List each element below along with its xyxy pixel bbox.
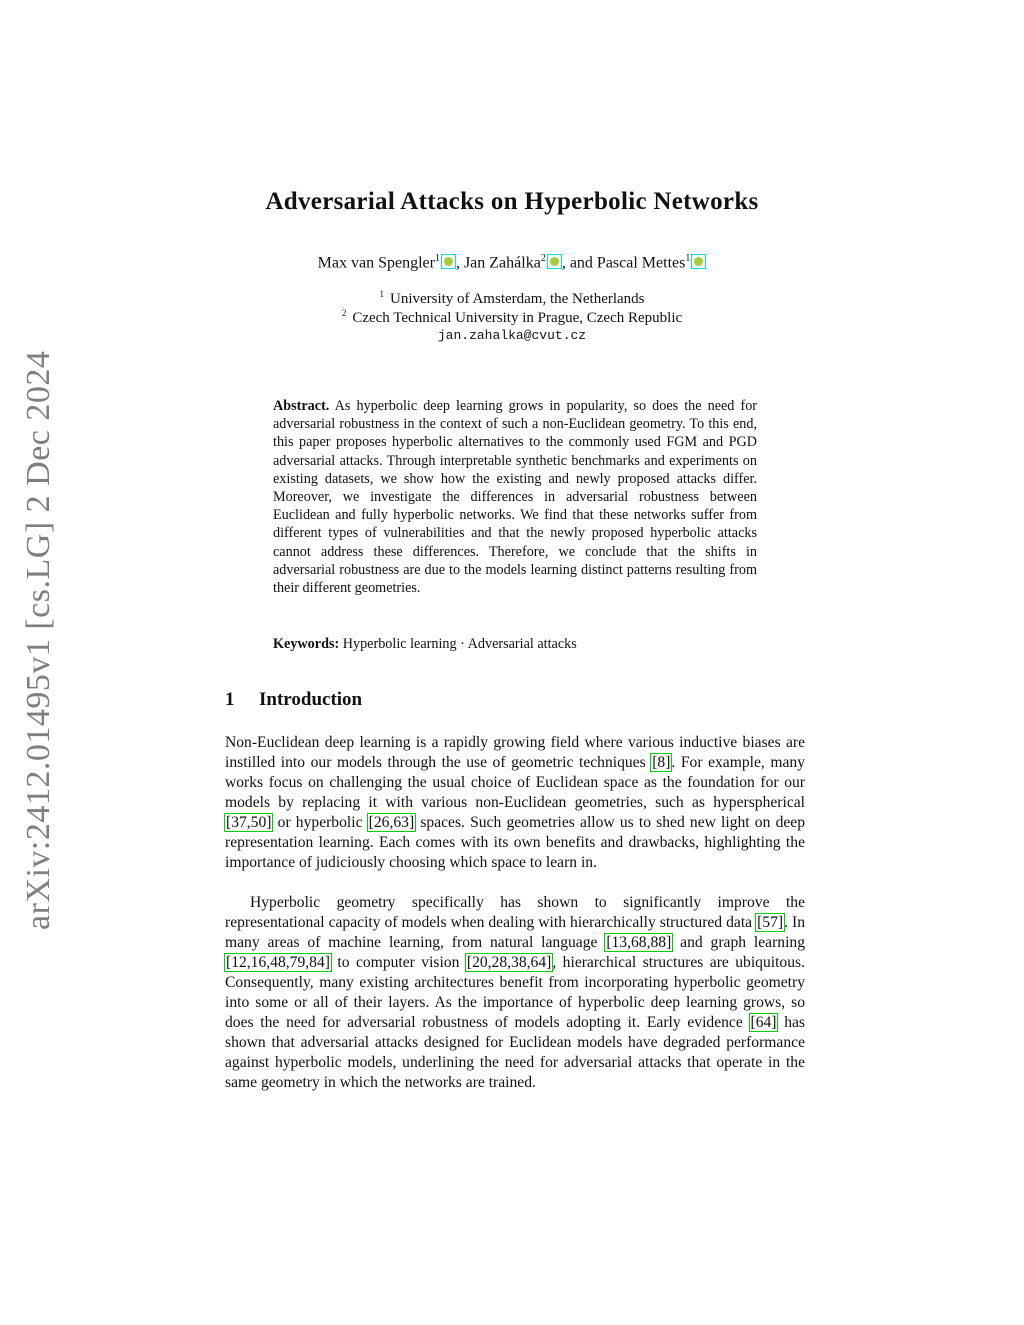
- abstract-text: As hyperbolic deep learning grows in popularity, so does the need for adversarial robustness in the context of such a non-Euclidean geometry. To this end, this paper proposes hyperbolic alternatives to the commonly used FGM and PGD adversarial attacks. Through interpretable synthetic benchmarks and experiments on existing datasets, we show how the existing and newly proposed attacks differ. Moreover, we investigate the differences in adversarial robustness between Euclidean and fully hyperbolic networks. We find that these networks suffer from different types of vulnerabilities and that the newly proposed hyperbolic attacks cannot address these differences. Therefore, we conclude that the shifts in adversarial robustness are due to the models learning distinct patterns resulting from their different geometries.: [273, 398, 758, 597]
- citation-link[interactable]: [64]: [750, 1014, 777, 1031]
- author-separator: ,: [455, 254, 464, 272]
- body-text: Hyperbolic geometry specifically has shown to significantly improve the representational capacity of models when dealing with hierarchically structured data: [225, 894, 805, 931]
- body-text: , hierarchical structures are ubiquitous. Consequently, many existing architectures benefit from incorporating hyperbolic geometry into some or all of their layers. As the importance of hyperbolic deep learning grows, so does the need for adversarial robustness of models adopting it. Early evidence: [225, 954, 805, 1031]
- affiliation-1: [0, 289, 1024, 308]
- affil-text: University of Amsterdam, the Netherlands: [389, 291, 645, 307]
- body-text: has shown that adversarial attacks designed for Euclidean models have degraded performance against hyperbolic models, underlining the need for adversarial attacks that operate in the same geometry in which the networks are trained.: [225, 1014, 805, 1091]
- author-list: [0, 253, 1024, 272]
- arxiv-identifier: arXiv:2412.01495v1 [cs.LG] 2 Dec 2024: [20, 350, 57, 930]
- affil-marker: 1: [685, 253, 691, 264]
- body-text: . For example, many works focus on challenging the usual choice of Euclidean space as the foundation for our models by replacing it with various non-Euclidean geometries, such as hyperspherical: [225, 754, 806, 811]
- abstract: [273, 397, 757, 597]
- affil-number: 1: [379, 289, 384, 299]
- citation-link[interactable]: [26,63]: [368, 814, 415, 831]
- keywords: [273, 636, 757, 653]
- author-separator: , and: [561, 254, 597, 272]
- body-text: spaces. Such geometries allow us to shed new light on deep representation learning. Each comes with its own benefits and drawbacks, highlighting the importance of judiciously choosing which space to learn in.: [225, 814, 806, 871]
- citation-link[interactable]: [20,28,38,64]: [466, 954, 552, 971]
- section-number: 1: [225, 689, 235, 710]
- contact-email[interactable]: jan.zahalka@cvut.cz: [437, 328, 587, 343]
- affil-text: Czech Technical University in Prague, Czech Republic: [352, 310, 683, 326]
- arxiv-side-label: [14, 350, 74, 930]
- affiliation-2: [0, 308, 1024, 327]
- section-title: Introduction: [259, 689, 363, 710]
- author-name: Jan Zahálka: [463, 254, 541, 272]
- affil-number: 2: [341, 308, 347, 318]
- body-text: . In many areas of machine learning, from natural language: [225, 914, 805, 951]
- citation-link[interactable]: [13,68,88]: [606, 934, 672, 951]
- body-text: and graph learning: [672, 934, 805, 951]
- orcid-icon[interactable]: [691, 254, 706, 269]
- intro-paragraph-1: [225, 733, 805, 873]
- body-text: to computer vision: [330, 954, 466, 971]
- affil-marker: 1: [434, 253, 440, 264]
- citation-link[interactable]: [12,16,48,79,84]: [226, 954, 330, 971]
- abstract-label: Abstract.: [273, 398, 330, 414]
- section-heading: [225, 689, 362, 711]
- author-name: Pascal Mettes: [596, 254, 686, 272]
- orcid-icon[interactable]: [547, 254, 562, 269]
- citation-link[interactable]: [37,50]: [226, 814, 272, 831]
- citation-link[interactable]: [57]: [757, 914, 784, 931]
- affil-marker: 2: [540, 253, 546, 264]
- body-text: or hyperbolic: [272, 814, 368, 831]
- paper-title: Adversarial Attacks on Hyperbolic Networks: [265, 188, 759, 215]
- intro-paragraph-2: [225, 893, 805, 1093]
- citation-link[interactable]: [8]: [652, 754, 671, 771]
- orcid-icon[interactable]: [441, 254, 456, 269]
- keywords-label: Keywords:: [273, 636, 340, 652]
- body-text: Non-Euclidean deep learning is a rapidly growing field where various inductive biases are instilled into our models through the use of geometric techniques: [225, 734, 805, 771]
- author-name: Max van Spengler: [317, 254, 435, 272]
- keywords-text: Hyperbolic learning · Adversarial attacks: [342, 636, 577, 652]
